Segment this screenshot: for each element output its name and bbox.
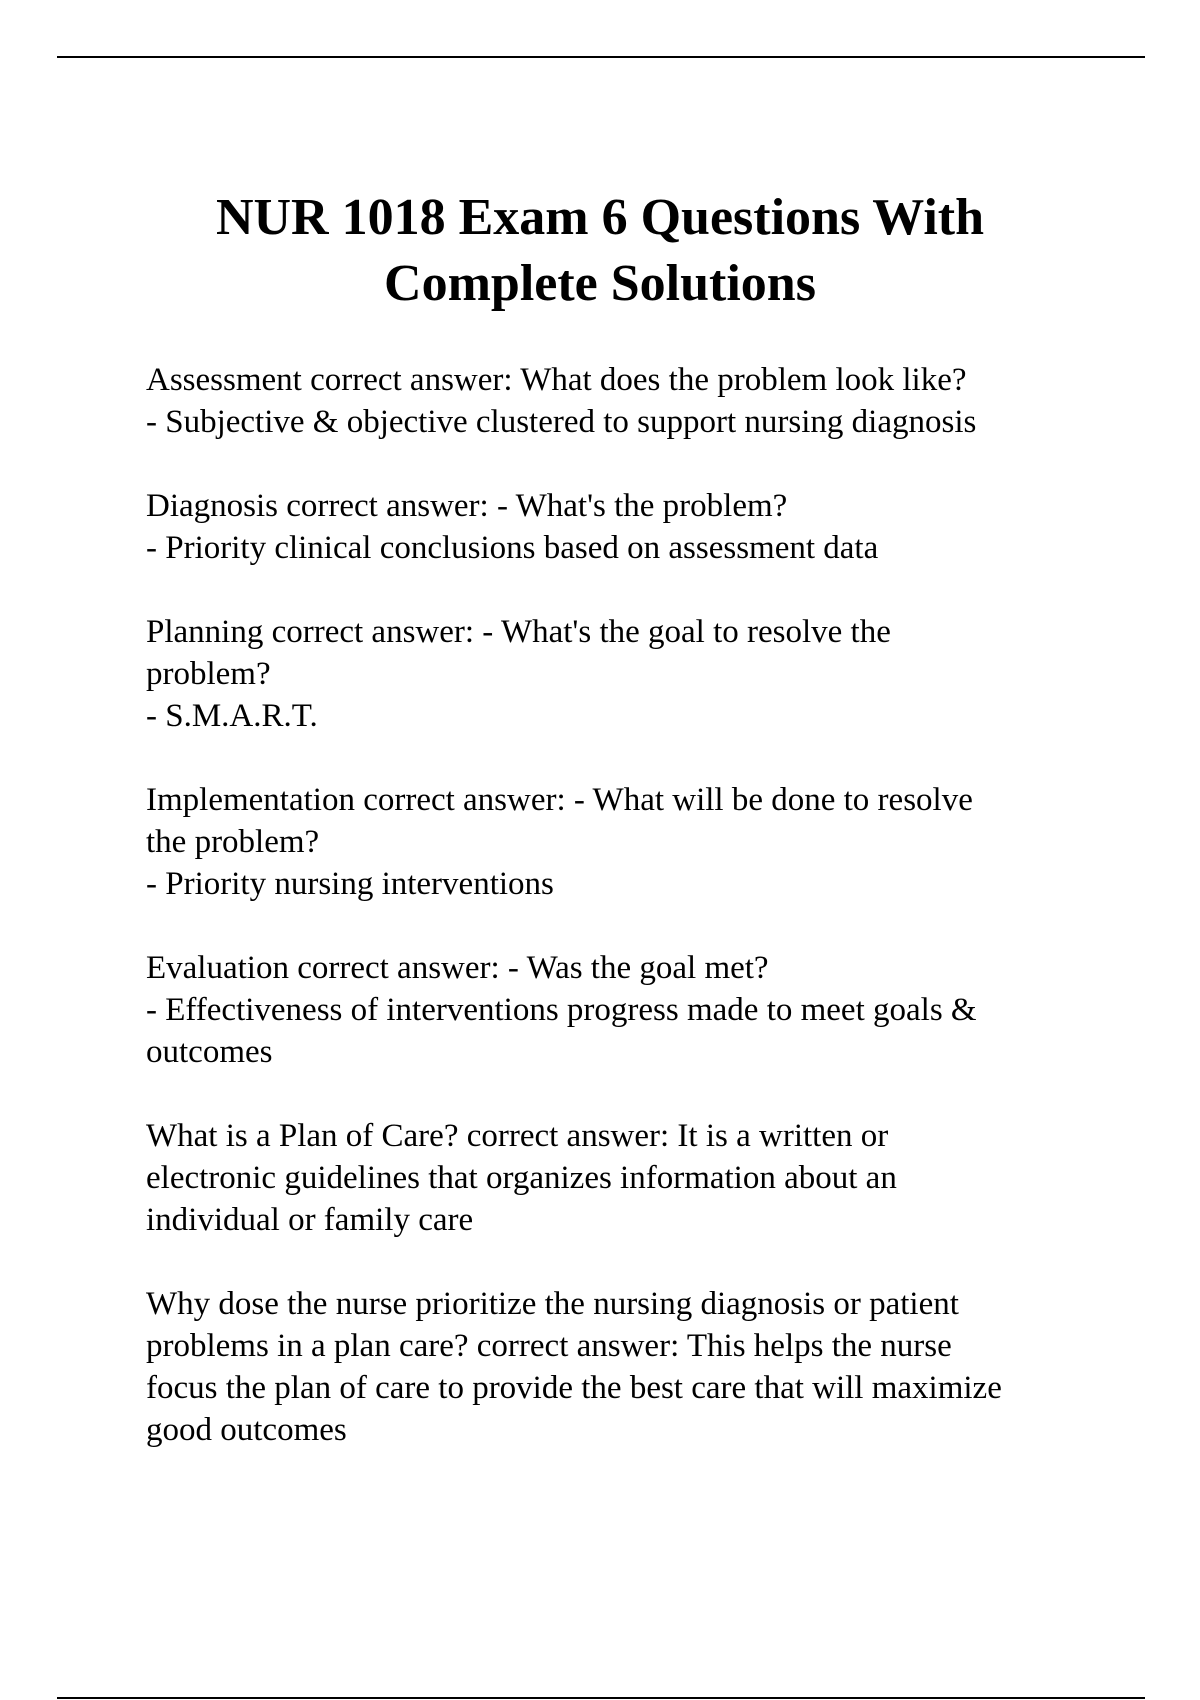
title-line: NUR 1018 Exam 6 Questions With [215, 189, 985, 246]
qa-entry-assessment [146, 359, 1106, 443]
qa-line: Assessment correct answer: What does the problem look like? [146, 362, 967, 398]
qa-entry-prioritize [146, 1283, 1106, 1451]
qa-entry-diagnosis [146, 485, 1106, 569]
qa-line: Implementation correct answer: - What will be done to resolve [146, 782, 973, 818]
qa-entry-planning [146, 611, 1106, 737]
qa-line: focus the plan of care to provide the best care that will maximize [146, 1370, 1002, 1406]
qa-line: - S.M.A.R.T. [146, 698, 318, 734]
qa-line: good outcomes [146, 1412, 347, 1448]
qa-content [146, 359, 1106, 1493]
qa-entry-plan-of-care [146, 1115, 1106, 1241]
top-rule [57, 56, 1145, 58]
qa-line: problems in a plan care? correct answer: This helps the nurse [146, 1328, 952, 1364]
page-title [100, 185, 1100, 317]
title-line: Complete Solutions [384, 255, 816, 312]
qa-line: outcomes [146, 1034, 273, 1070]
qa-line: - Priority clinical conclusions based on assessment data [146, 530, 879, 566]
qa-line: - Effectiveness of interventions progress made to meet goals & [146, 992, 977, 1028]
qa-line: Planning correct answer: - What's the goal to resolve the [146, 614, 891, 650]
qa-line: electronic guidelines that organizes information about an [146, 1160, 897, 1196]
qa-line: Diagnosis correct answer: - What's the problem? [146, 488, 788, 524]
qa-line: individual or family care [146, 1202, 474, 1238]
qa-line: - Subjective & objective clustered to support nursing diagnosis [146, 404, 977, 440]
bottom-rule [57, 1697, 1145, 1699]
qa-entry-evaluation [146, 947, 1106, 1073]
qa-entry-implementation [146, 779, 1106, 905]
qa-line: What is a Plan of Care? correct answer: It is a written or [146, 1118, 889, 1154]
qa-line: Why dose the nurse prioritize the nursing diagnosis or patient [146, 1286, 959, 1322]
qa-line: Evaluation correct answer: - Was the goal met? [146, 950, 769, 986]
qa-line: problem? [146, 656, 271, 692]
qa-line: - Priority nursing interventions [146, 866, 554, 902]
qa-line: the problem? [146, 824, 320, 860]
